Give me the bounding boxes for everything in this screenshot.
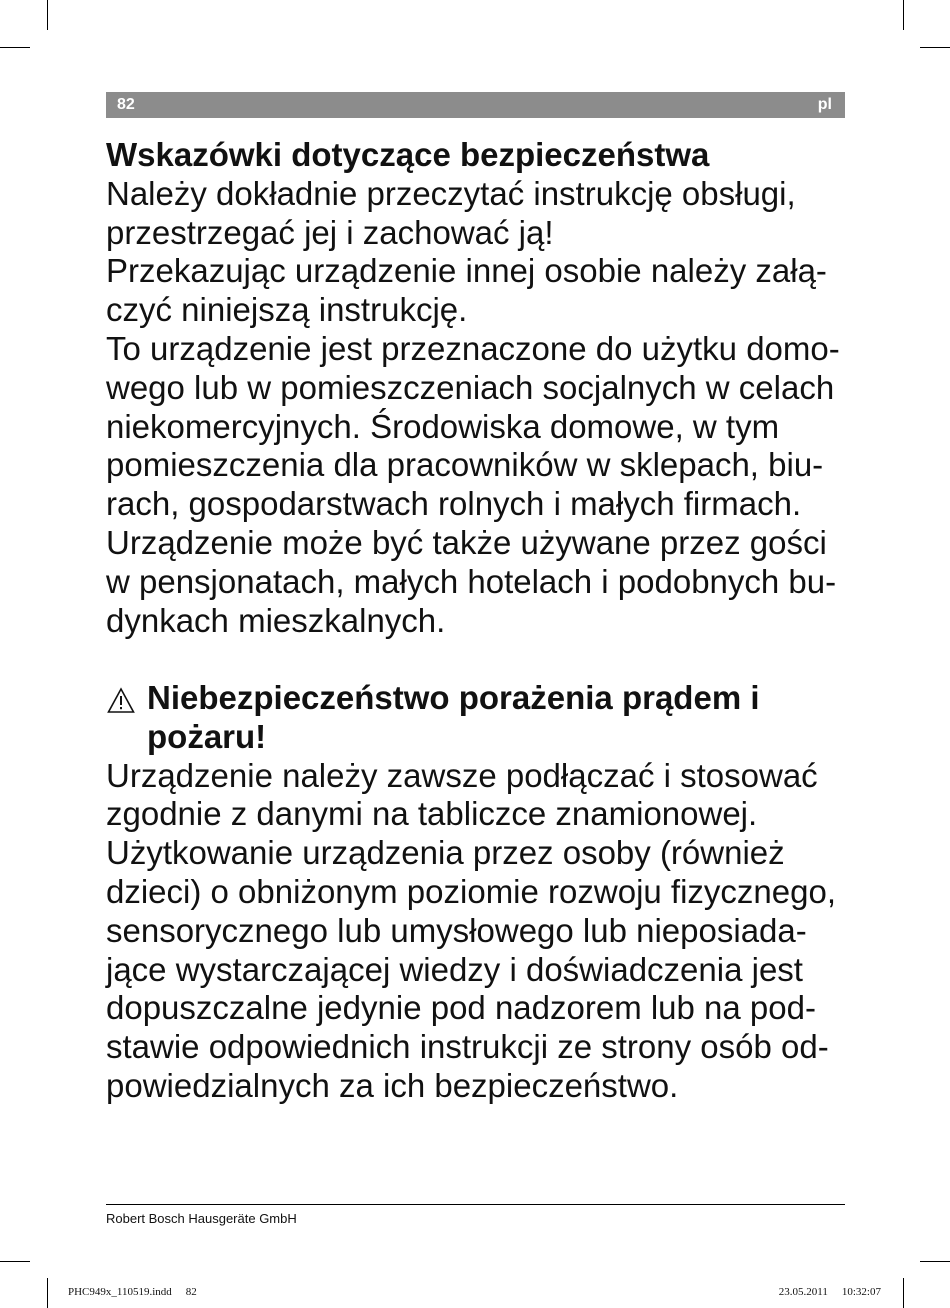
crop-mark xyxy=(903,1278,904,1308)
slug-timestamp xyxy=(779,1285,881,1299)
warning-heading: pożaru! xyxy=(147,717,267,755)
section-title: Wskazówki dotyczące bezpieczeństwa xyxy=(106,136,710,173)
crop-mark xyxy=(0,47,30,48)
text-line: powiedzialnych za ich bezpieczeństwo. xyxy=(106,1066,679,1104)
text-line: dynkach mieszkalnych. xyxy=(106,601,446,639)
crop-mark xyxy=(47,1278,48,1308)
text-line: wego lub w pomieszczeniach socjalnych w celach xyxy=(106,368,835,406)
slug-time: 10:32:07 xyxy=(841,1286,881,1298)
text-line: dzieci) o obniżonym poziomie rozwoju fizycznego, xyxy=(106,872,836,910)
page-number: 82 xyxy=(117,96,135,113)
text-line: stawie odpowiednich instrukcji ze strony osób od- xyxy=(106,1028,829,1066)
language-code: pl xyxy=(817,96,832,113)
footer-divider xyxy=(106,1204,845,1205)
warning-section xyxy=(106,679,836,1106)
text-line: Urządzenie należy zawsze podłączać i stosować xyxy=(106,756,818,794)
text-line: Urządzenie może być także używane przez gości xyxy=(106,523,827,561)
warning-heading: Niebezpieczeństwo porażenia prądem i xyxy=(147,679,760,716)
text-line: Przekazując urządzenie innej osobie należy załą- xyxy=(106,252,827,290)
text-line: To urządzenie jest przeznaczone do użytku domo- xyxy=(106,329,840,367)
text-line: czyć niniejszą instrukcję. xyxy=(106,291,468,329)
crop-mark xyxy=(903,0,904,30)
text-line: Należy dokładnie przeczytać instrukcję obsługi, xyxy=(106,174,796,212)
text-line: przestrzegać jej i zachować ją! xyxy=(106,213,554,251)
text-line: niekomercyjnych. Środowiska domowe, w tym xyxy=(106,407,780,445)
text-line: zgodnie z danymi na tabliczce znamionowej. xyxy=(106,795,758,833)
slug-file-info xyxy=(68,1285,197,1299)
text-line: sensorycznego lub umysłowego lub nieposiada- xyxy=(106,911,807,949)
crop-mark xyxy=(920,1261,950,1262)
text-line: w pensjonatach, małych hotelach i podobnych bu- xyxy=(106,562,837,600)
crop-mark xyxy=(920,47,950,48)
slug-date: 23.05.2011 xyxy=(778,1286,828,1298)
text-line: rach, gospodarstwach rolnych i małych firmach. xyxy=(106,485,802,523)
warning-triangle-icon xyxy=(107,684,135,711)
footer-company: Robert Bosch Hausgeräte GmbH xyxy=(106,1211,297,1226)
safety-section xyxy=(106,136,840,640)
text-line: pomieszczenia dla pracowników w sklepach, biu- xyxy=(106,446,824,484)
text-line: jące wystarczającej wiedzy i doświadczenia jest xyxy=(106,950,803,988)
text-line: dopuszczalne jedynie pod nadzorem lub na pod- xyxy=(106,989,816,1027)
crop-mark xyxy=(0,1261,30,1262)
text-line: Użytkowanie urządzenia przez osoby (również xyxy=(106,834,785,872)
page-header-bar xyxy=(106,92,845,118)
slug-file-name: PHC949x_110519.indd xyxy=(68,1286,172,1298)
slug-page: 82 xyxy=(185,1286,197,1298)
crop-mark xyxy=(47,0,48,30)
